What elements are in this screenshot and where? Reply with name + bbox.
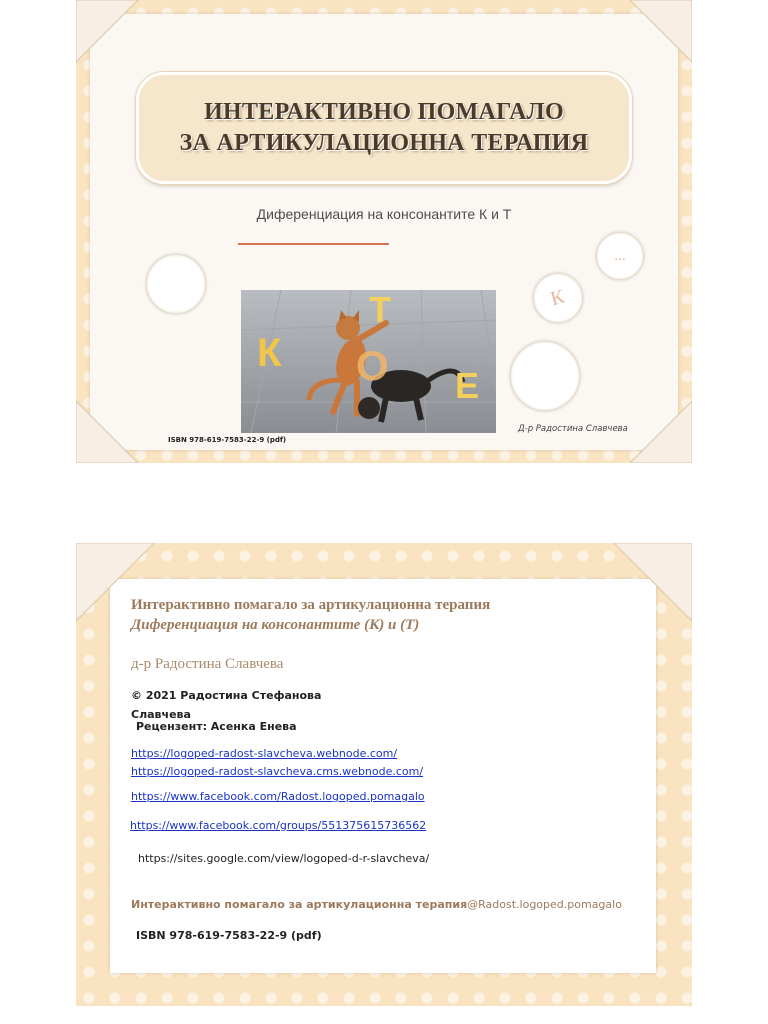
red-divider (238, 243, 389, 245)
info-slide (76, 543, 692, 1006)
footer-title: Интерактивно помагало за артикулационна терапия (131, 898, 468, 911)
bubble-k-letter: К (548, 285, 568, 310)
link-webnode-cms[interactable]: https://logoped-radost-slavcheva.cms.webnode.com/ (131, 765, 424, 778)
bubble-dots (596, 232, 644, 280)
bubble-large (510, 341, 580, 411)
link-facebook-page[interactable]: https://www.facebook.com/Radost.logoped.pomagalo (131, 790, 425, 803)
kittens-photo (241, 290, 496, 433)
link-webnode[interactable]: https://logoped-radost-slavcheva.webnode.com/ (131, 747, 398, 760)
corner-fold-top-right (602, 543, 692, 633)
corner-fold-top-right (612, 0, 692, 80)
link-facebook-group[interactable]: https://www.facebook.com/groups/551375615736562 (130, 819, 427, 832)
corner-fold-top-left (76, 0, 156, 80)
reviewer: Рецензент: Асенка Енева (136, 720, 297, 733)
info-subtitle: Диференциация на консонантите (К) и (Т) (131, 617, 420, 633)
corner-fold-bottom-right (612, 383, 692, 463)
info-author: д-р Радостина Славчева (131, 656, 284, 672)
title-line-2: ЗА АРТИКУЛАЦИОННА ТЕРАПИЯ (179, 130, 589, 156)
bubble-dots-text: ... (614, 247, 626, 264)
copyright-line-2: Славчева (131, 708, 191, 721)
title-box (136, 72, 632, 184)
sites-url: https://sites.google.com/view/logoped-d-r-slavcheva/ (138, 852, 430, 865)
photo-letter-t: Т (369, 290, 391, 330)
footer-line (131, 898, 622, 911)
bubble-k (533, 273, 583, 323)
info-isbn: ISBN 978-619-7583-22-9 (pdf) (136, 929, 322, 942)
bubble-left (146, 254, 206, 314)
cover-slide (76, 0, 692, 463)
title-line-1: ИНТЕРАКТИВНО ПОМАГАЛО (204, 99, 564, 125)
cover-subtitle: Диференциация на консонантите К и Т (256, 206, 512, 222)
photo-letter-k: К (257, 331, 282, 375)
copyright-line-1: © 2021 Радостина Стефанова (131, 689, 322, 702)
corner-fold-bottom-left (76, 383, 156, 463)
footer-handle: @Radost.logoped.pomagalo (467, 898, 622, 911)
cover-isbn: ISBN 978-619-7583-22-9 (pdf) (168, 436, 287, 444)
info-title: Интерактивно помагало за артикулационна терапия (131, 597, 491, 613)
photo-letter-e: Е (455, 365, 480, 406)
cover-author: Д-р Радостина Славчева (518, 424, 628, 434)
photo-letter-o: О (356, 342, 389, 389)
